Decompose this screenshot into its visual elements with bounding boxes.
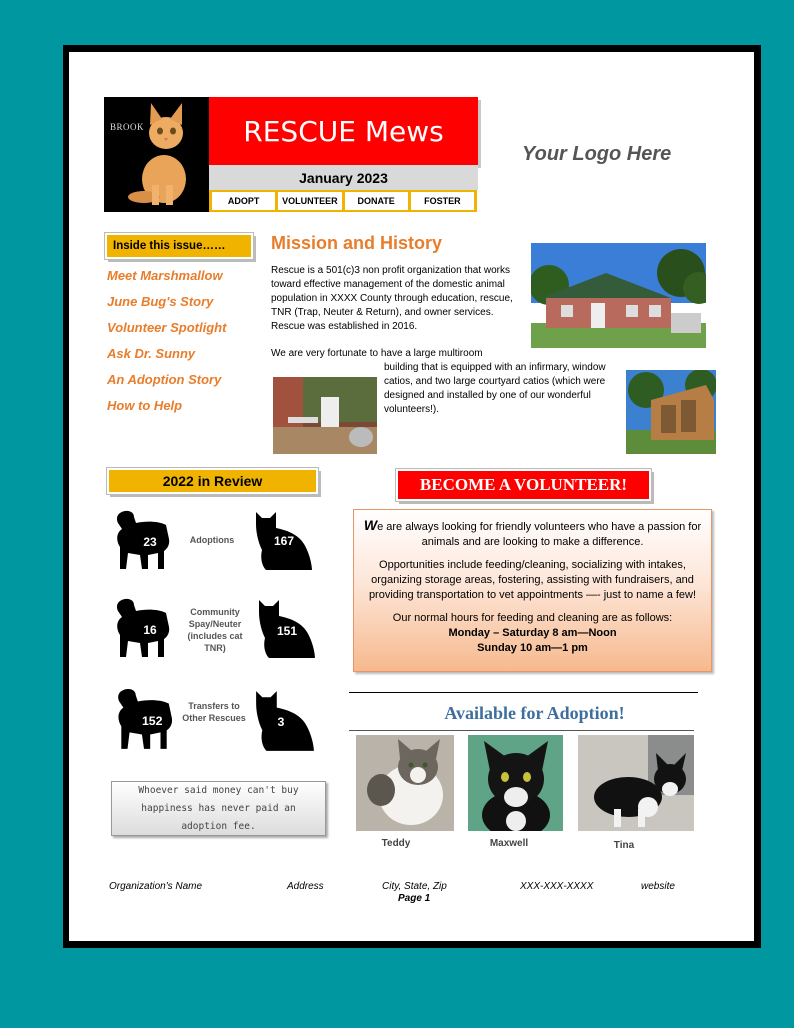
nav-volunteer-button[interactable]: VOLUNTEER: [278, 192, 341, 210]
nav-adopt-button[interactable]: ADOPT: [212, 192, 275, 210]
photo-caption: BROOK: [110, 122, 145, 132]
toc-item-how-to-help[interactable]: How to Help: [107, 398, 183, 413]
dog-count: 23: [143, 535, 157, 549]
sunday-hours: Sunday 10 am—1 pm: [477, 642, 588, 654]
page-number: Page 1: [398, 893, 431, 904]
volunteer-banner: BECOME A VOLUNTEER!: [396, 469, 651, 501]
footer-city: City, State, Zip: [382, 881, 447, 892]
divider: [349, 730, 694, 731]
inside-issue-label: Inside this issue……: [105, 233, 253, 259]
volunteer-opportunities: Opportunities include feeding/cleaning, socializing with intakes, organizing storage areas, fostering, assisting with fundraisers, and providing transportation to vet appointments —- just to name a few!: [368, 559, 697, 601]
footer-address: Address: [287, 881, 324, 892]
nav-donate-button[interactable]: DONATE: [345, 192, 408, 210]
stat-label: Community Spay/Neuter (includes cat TNR): [187, 607, 243, 653]
courtyard-catio-photo: [626, 370, 716, 454]
pet-photo-teddy[interactable]: [356, 735, 454, 831]
toc-item-ask-dr-sunny[interactable]: Ask Dr. Sunny: [107, 346, 196, 361]
catio-interior-photo: [273, 377, 377, 454]
drop-cap: W: [363, 517, 378, 533]
dog-count: 152: [141, 714, 163, 729]
toc-item-marshmallow[interactable]: Meet Marshmallow: [107, 268, 223, 283]
footer-org-name: Organization's Name: [109, 881, 203, 892]
toc-item-adoption-story[interactable]: An Adoption Story: [107, 372, 222, 387]
building-photo: [531, 243, 706, 348]
review-heading: 2022 in Review: [107, 468, 318, 494]
dog-silhouette-icon: [112, 509, 172, 573]
volunteer-info-box: [353, 509, 712, 672]
issue-contents-list: [107, 268, 226, 424]
pet-photo-tina[interactable]: [578, 735, 694, 831]
nav-foster-button[interactable]: FOSTER: [411, 192, 474, 210]
weekday-hours: Monday – Saturday 8 am—Noon: [448, 627, 617, 639]
pet-name: Tina: [613, 840, 635, 851]
nav-bar: [209, 190, 477, 212]
cat-silhouette-icon: [252, 510, 314, 572]
dog-count: 16: [143, 623, 157, 637]
dog-silhouette-icon: [112, 687, 176, 753]
toc-item-june-bug[interactable]: June Bug's Story: [107, 294, 214, 309]
pet-photo-maxwell[interactable]: [468, 735, 563, 831]
stat-label: Adoptions: [189, 535, 235, 545]
mission-paragraph-2-start: We are very fortunate to have a large multiroom: [271, 348, 483, 359]
adoption-quote: Whoever said money can't buy happiness has never paid an adoption fee.: [111, 781, 326, 836]
cat-silhouette-icon: [252, 689, 316, 753]
stat-label: Transfers to Other Rescues: [182, 701, 246, 723]
volunteer-intro-text: e are always looking for friendly volunteers who have a passion for animals and are looking to make a difference.: [377, 521, 702, 548]
cat-silhouette-icon: [255, 598, 317, 660]
issue-date: January 2023: [209, 165, 478, 190]
divider: [349, 692, 698, 693]
pet-name: Maxwell: [489, 838, 529, 849]
toc-item-volunteer-spotlight[interactable]: Volunteer Spotlight: [107, 320, 227, 335]
cat-count: 3: [277, 715, 285, 730]
volunteer-hours-intro: Our normal hours for feeding and cleaning are as follows:: [392, 612, 673, 624]
pet-name: Teddy: [381, 838, 411, 849]
footer-phone: XXX-XXX-XXXX: [520, 881, 594, 892]
adoption-heading: Available for Adoption!: [444, 703, 625, 723]
logo-placeholder: Your Logo Here: [522, 143, 672, 165]
volunteer-intro: [362, 518, 703, 550]
newsletter-title: RESCUE Mews: [209, 97, 478, 165]
mission-heading: Mission and History: [271, 233, 443, 253]
footer-website[interactable]: website: [641, 881, 675, 892]
header-cat-photo: [104, 97, 209, 212]
dog-silhouette-icon: [112, 597, 172, 661]
mission-paragraph: Rescue is a 501(c)3 non profit organization that works toward effective management of the domestic animal population in XXXX County through education, rescue, TNR (Trap, Neuter & Return), and owner services. Rescue was established in 2016.: [271, 265, 513, 332]
cat-count: 151: [276, 624, 298, 638]
cat-count: 167: [273, 534, 295, 548]
mission-paragraph-2-rest: building that is equipped with an infirmary, window catios, and two large courtyard catios (which were designed and installed by one of our wonderful volunteers!).: [384, 362, 606, 415]
